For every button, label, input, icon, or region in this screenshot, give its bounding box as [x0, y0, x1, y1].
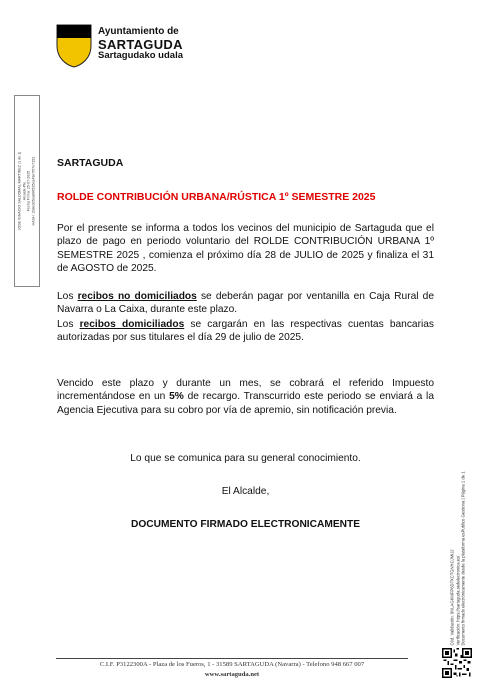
validation-stamp — [438, 430, 478, 645]
document-title: ROLDE CONTRIBUCIÓN URBANA/RÚSTICA 1º SEMESTRE 2025 — [57, 191, 376, 203]
footer-address: C.I.F. P3122300A - Plaza de los Fueros, 1 - 31589 SARTAGUDA (Navarra) - Telefono 948 667 007 — [99, 661, 365, 668]
stamp-line: HASH: 2b8e3b5ca896525ea49e7f07e7152 — [31, 156, 36, 226]
qr-code-icon — [442, 648, 472, 678]
org-line-1: Ayuntamiento de — [98, 26, 179, 37]
validation-line: Documento firmado electrónicamente desde la plataforma esPublico Gestiona | Página 1 de 1 — [460, 470, 466, 645]
paragraph-domiciled: Los recibos domiciliados se cargarán en las respectivas cuentas bancarias autorizadas por sus titulares el día 29 de julio de 2025. — [57, 319, 434, 344]
footer — [56, 660, 408, 679]
stamp-line: Alcalde-Pte — [22, 181, 27, 201]
closing-statement: Lo que se comunica para su general conocimiento. — [130, 453, 361, 464]
signatory-title: El Alcalde, — [221, 486, 270, 497]
org-name: SARTAGUDA — [98, 36, 183, 52]
stamp-line: JOSE IGNACIO SALDOMAL MARTINEZ (1 de 1) — [17, 151, 22, 231]
paragraph-intro: Por el presente se informa a todos los vecinos del municipio de Sartaguda que el plazo de pago en periodo voluntario del ROLDE CONTRIBUCIÓN URBANA 1º SEMESTRE 2025 , comienza el próximo día 28 de JULIO de 2025 y finaliza el 31 de AGOSTO de 2025. — [57, 223, 434, 275]
paragraph-surcharge: Vencido este plazo y durante un mes, se cobrará el referido Impuesto incrementándose en un 5% de recargo. Transcurrido este periodo se enviará a la Agencia Ejecutiva para su cobro por vía de apremio, sin notificación previa. — [57, 378, 434, 416]
paragraph-non-domiciled: Los recibos no domiciliados se deberán pagar por ventanilla en Caja Rural de Navarra o La Caixa, durante este plazo. — [57, 291, 434, 316]
coat-of-arms-icon — [56, 24, 92, 68]
place-heading: SARTAGUDA — [57, 157, 124, 169]
stamp-line: Fecha Firma: 25-07-2025 — [27, 170, 31, 212]
signature-stamp — [14, 95, 40, 287]
org-line-basque: Sartagudako udala — [98, 50, 183, 62]
bold-underlined-text: recibos domiciliados — [79, 319, 185, 330]
validation-line: Verificación: https://sartaguda.sedelectronica.es/ — [455, 555, 461, 645]
footer-website: www.sartaguda.net — [204, 670, 260, 678]
bold-underlined-text: recibos no domiciliados — [77, 291, 197, 302]
validation-line: Cód. Validación: 9NLAGKMFP6D7XCTGNHCJMIJJ — [449, 548, 455, 645]
letterhead — [56, 24, 276, 74]
footer-divider — [56, 658, 408, 659]
signature-notice: DOCUMENTO FIRMADO ELECTRONICAMENTE — [130, 519, 361, 530]
bold-text: 5% — [169, 391, 184, 403]
